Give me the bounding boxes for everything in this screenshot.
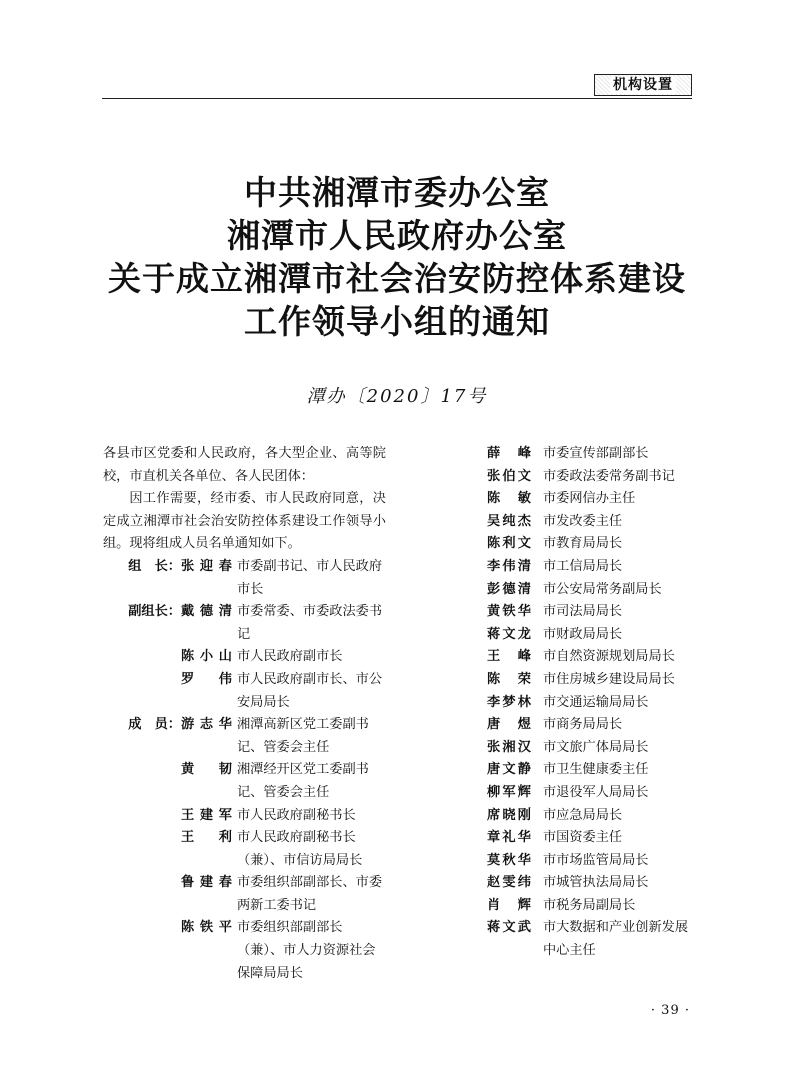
member-name: 李梦林 (487, 694, 531, 710)
member-title: 市人民政府副市长、市公安局局长 (237, 671, 383, 710)
member-name: 陈利文 (487, 536, 531, 552)
member-title: 市财政局局长 (543, 626, 623, 642)
member-row (487, 466, 693, 489)
member-title: 市住房城乡建设局局长 (543, 671, 675, 687)
title-line: 工作领导小组的通知 (244, 302, 550, 341)
member-role (103, 805, 181, 828)
member-name: 蒋文龙 (487, 626, 531, 642)
member-title: 市大数据和产业创新发展中心主任 (543, 920, 689, 959)
member-row (103, 805, 386, 828)
member-name: 唐文静 (487, 762, 531, 778)
member-row (487, 827, 693, 850)
member-role (103, 759, 181, 804)
member-row (487, 917, 693, 962)
member-list-left (103, 556, 386, 985)
member-row (487, 714, 693, 737)
salutation: 各县市区党委和人民政府，各大型企业、高等院校，市直机关各单位、各人民团体： (103, 446, 386, 484)
member-row (103, 827, 386, 872)
member-title: 市委组织部副部长、市委两新工委书记 (237, 875, 383, 913)
member-title: 市卫生健康委主任 (543, 762, 649, 778)
member-row (487, 579, 693, 602)
member-title: 湘潭经开区党工委副书记、管委会主任 (237, 762, 369, 800)
member-row (487, 443, 693, 466)
member-title: 市税务局副局长 (543, 897, 636, 913)
document-number: 潭办〔2020〕17号 (306, 386, 488, 407)
member-name: 游志华 (181, 717, 232, 733)
member-name: 鲁建春 (181, 875, 232, 891)
body-paragraph: 因工作需要，经市委、市人民政府同意，决定成立湘潭市社会治安防控体系建设工作领导小组。现将组成人员名单通知如下。 (103, 491, 386, 552)
member-name: 李伟清 (487, 558, 531, 574)
member-name: 章礼华 (487, 830, 531, 846)
member-row (487, 759, 693, 782)
member-row (103, 872, 386, 917)
member-name: 黄 韧 (181, 762, 232, 778)
member-title: 市发改委主任 (543, 513, 623, 529)
member-row (487, 895, 693, 918)
member-row (487, 556, 693, 579)
member-row (487, 692, 693, 715)
member-name: 戴德清 (181, 604, 232, 620)
member-title: 市工信局局长 (543, 558, 623, 574)
member-title: 市人民政府副市长 (237, 649, 343, 665)
member-name: 黄铁华 (487, 604, 531, 620)
member-title: 市文旅广体局局长 (543, 739, 649, 755)
member-name: 陈铁平 (181, 920, 232, 936)
member-title: 市委网信办主任 (543, 491, 636, 507)
member-row (487, 511, 693, 534)
page-number: · 39 · (650, 1003, 690, 1018)
member-role (103, 827, 181, 872)
member-row (487, 488, 693, 511)
member-name: 张伯文 (487, 468, 531, 484)
member-title: 市城管执法局局长 (543, 875, 649, 891)
member-name: 陈小山 (181, 649, 232, 665)
title-line: 湘潭市人民政府办公室 (227, 216, 567, 255)
member-row (487, 737, 693, 760)
member-title: 市委常委、市委政法委书记 (237, 604, 383, 642)
member-name: 柳军辉 (487, 784, 531, 800)
member-title: 市司法局局长 (543, 604, 623, 620)
member-name: 张迎春 (181, 558, 232, 574)
member-role (103, 917, 181, 985)
member-title: 市自然资源规划局局长 (543, 649, 675, 665)
member-row (487, 850, 693, 873)
member-title: 市交通运输局局长 (543, 694, 649, 710)
member-role: 成 员： (128, 717, 181, 733)
member-title: 市委副书记、市人民政府市长 (237, 558, 383, 597)
member-role (103, 646, 181, 669)
member-row (103, 646, 386, 669)
member-row (487, 872, 693, 895)
member-row (103, 601, 386, 646)
member-title: 市委宣传部副部长 (543, 446, 649, 461)
member-row (487, 805, 693, 828)
member-role (103, 872, 181, 917)
member-row (487, 669, 693, 692)
right-column (487, 443, 693, 963)
member-title: 市委政法委常务副书记 (543, 468, 675, 484)
member-row (103, 714, 386, 759)
member-name: 吴纯杰 (487, 513, 531, 529)
member-name: 王 利 (181, 830, 232, 846)
section-tag (594, 74, 692, 96)
member-name: 肖 辉 (487, 897, 531, 913)
member-name: 薛 峰 (487, 446, 531, 461)
title-line: 关于成立湘潭市社会治安防控体系建设 (108, 259, 686, 298)
member-role: 组 长： (128, 558, 181, 574)
document-title (102, 171, 692, 343)
member-name: 彭德清 (487, 581, 531, 597)
section-tag-label: 机构设置 (610, 77, 676, 94)
member-title: 市国资委主任 (543, 830, 623, 846)
member-row (103, 556, 386, 601)
member-title: 市退役军人局局长 (543, 784, 649, 800)
member-row (487, 624, 693, 647)
member-list-right (487, 443, 693, 963)
member-name: 张湘汉 (487, 739, 531, 755)
member-title: 市应急局局长 (543, 807, 623, 823)
member-title: 湘潭高新区党工委副书记、管委会主任 (237, 717, 369, 755)
member-name: 罗 伟 (181, 671, 232, 687)
member-name: 席晓刚 (487, 807, 531, 823)
member-row (487, 646, 693, 669)
member-name: 唐 煜 (487, 717, 531, 733)
member-name: 蒋文武 (487, 920, 531, 936)
member-row (487, 782, 693, 805)
member-name: 陈 荣 (487, 671, 531, 687)
member-row (103, 917, 386, 985)
member-title: 市人民政府副秘书长 (237, 807, 356, 823)
member-title: 市公安局常务副局长 (543, 581, 662, 597)
member-title: 市商务局局长 (543, 717, 623, 733)
member-name: 赵雯纬 (487, 875, 531, 891)
title-line: 中共湘潭市委办公室 (244, 173, 550, 212)
member-title: 市教育局局长 (543, 536, 623, 552)
member-title: 市人民政府副秘书长（兼）、市信访局局长 (237, 830, 363, 868)
left-column (103, 443, 386, 985)
member-row (487, 533, 693, 556)
header-rule (102, 98, 692, 99)
member-name: 陈 敏 (487, 491, 531, 507)
member-role: 副组长： (128, 604, 181, 620)
member-row (103, 669, 386, 714)
member-name: 王建军 (181, 807, 232, 823)
member-role (103, 669, 181, 714)
member-title: 市委组织部副部长（兼）、市人力资源社会保障局局长 (237, 920, 376, 981)
member-name: 莫秋华 (487, 852, 531, 868)
member-title: 市市场监管局局长 (543, 852, 649, 868)
member-row (487, 601, 693, 624)
member-row (103, 759, 386, 804)
member-name: 王 峰 (487, 649, 531, 665)
